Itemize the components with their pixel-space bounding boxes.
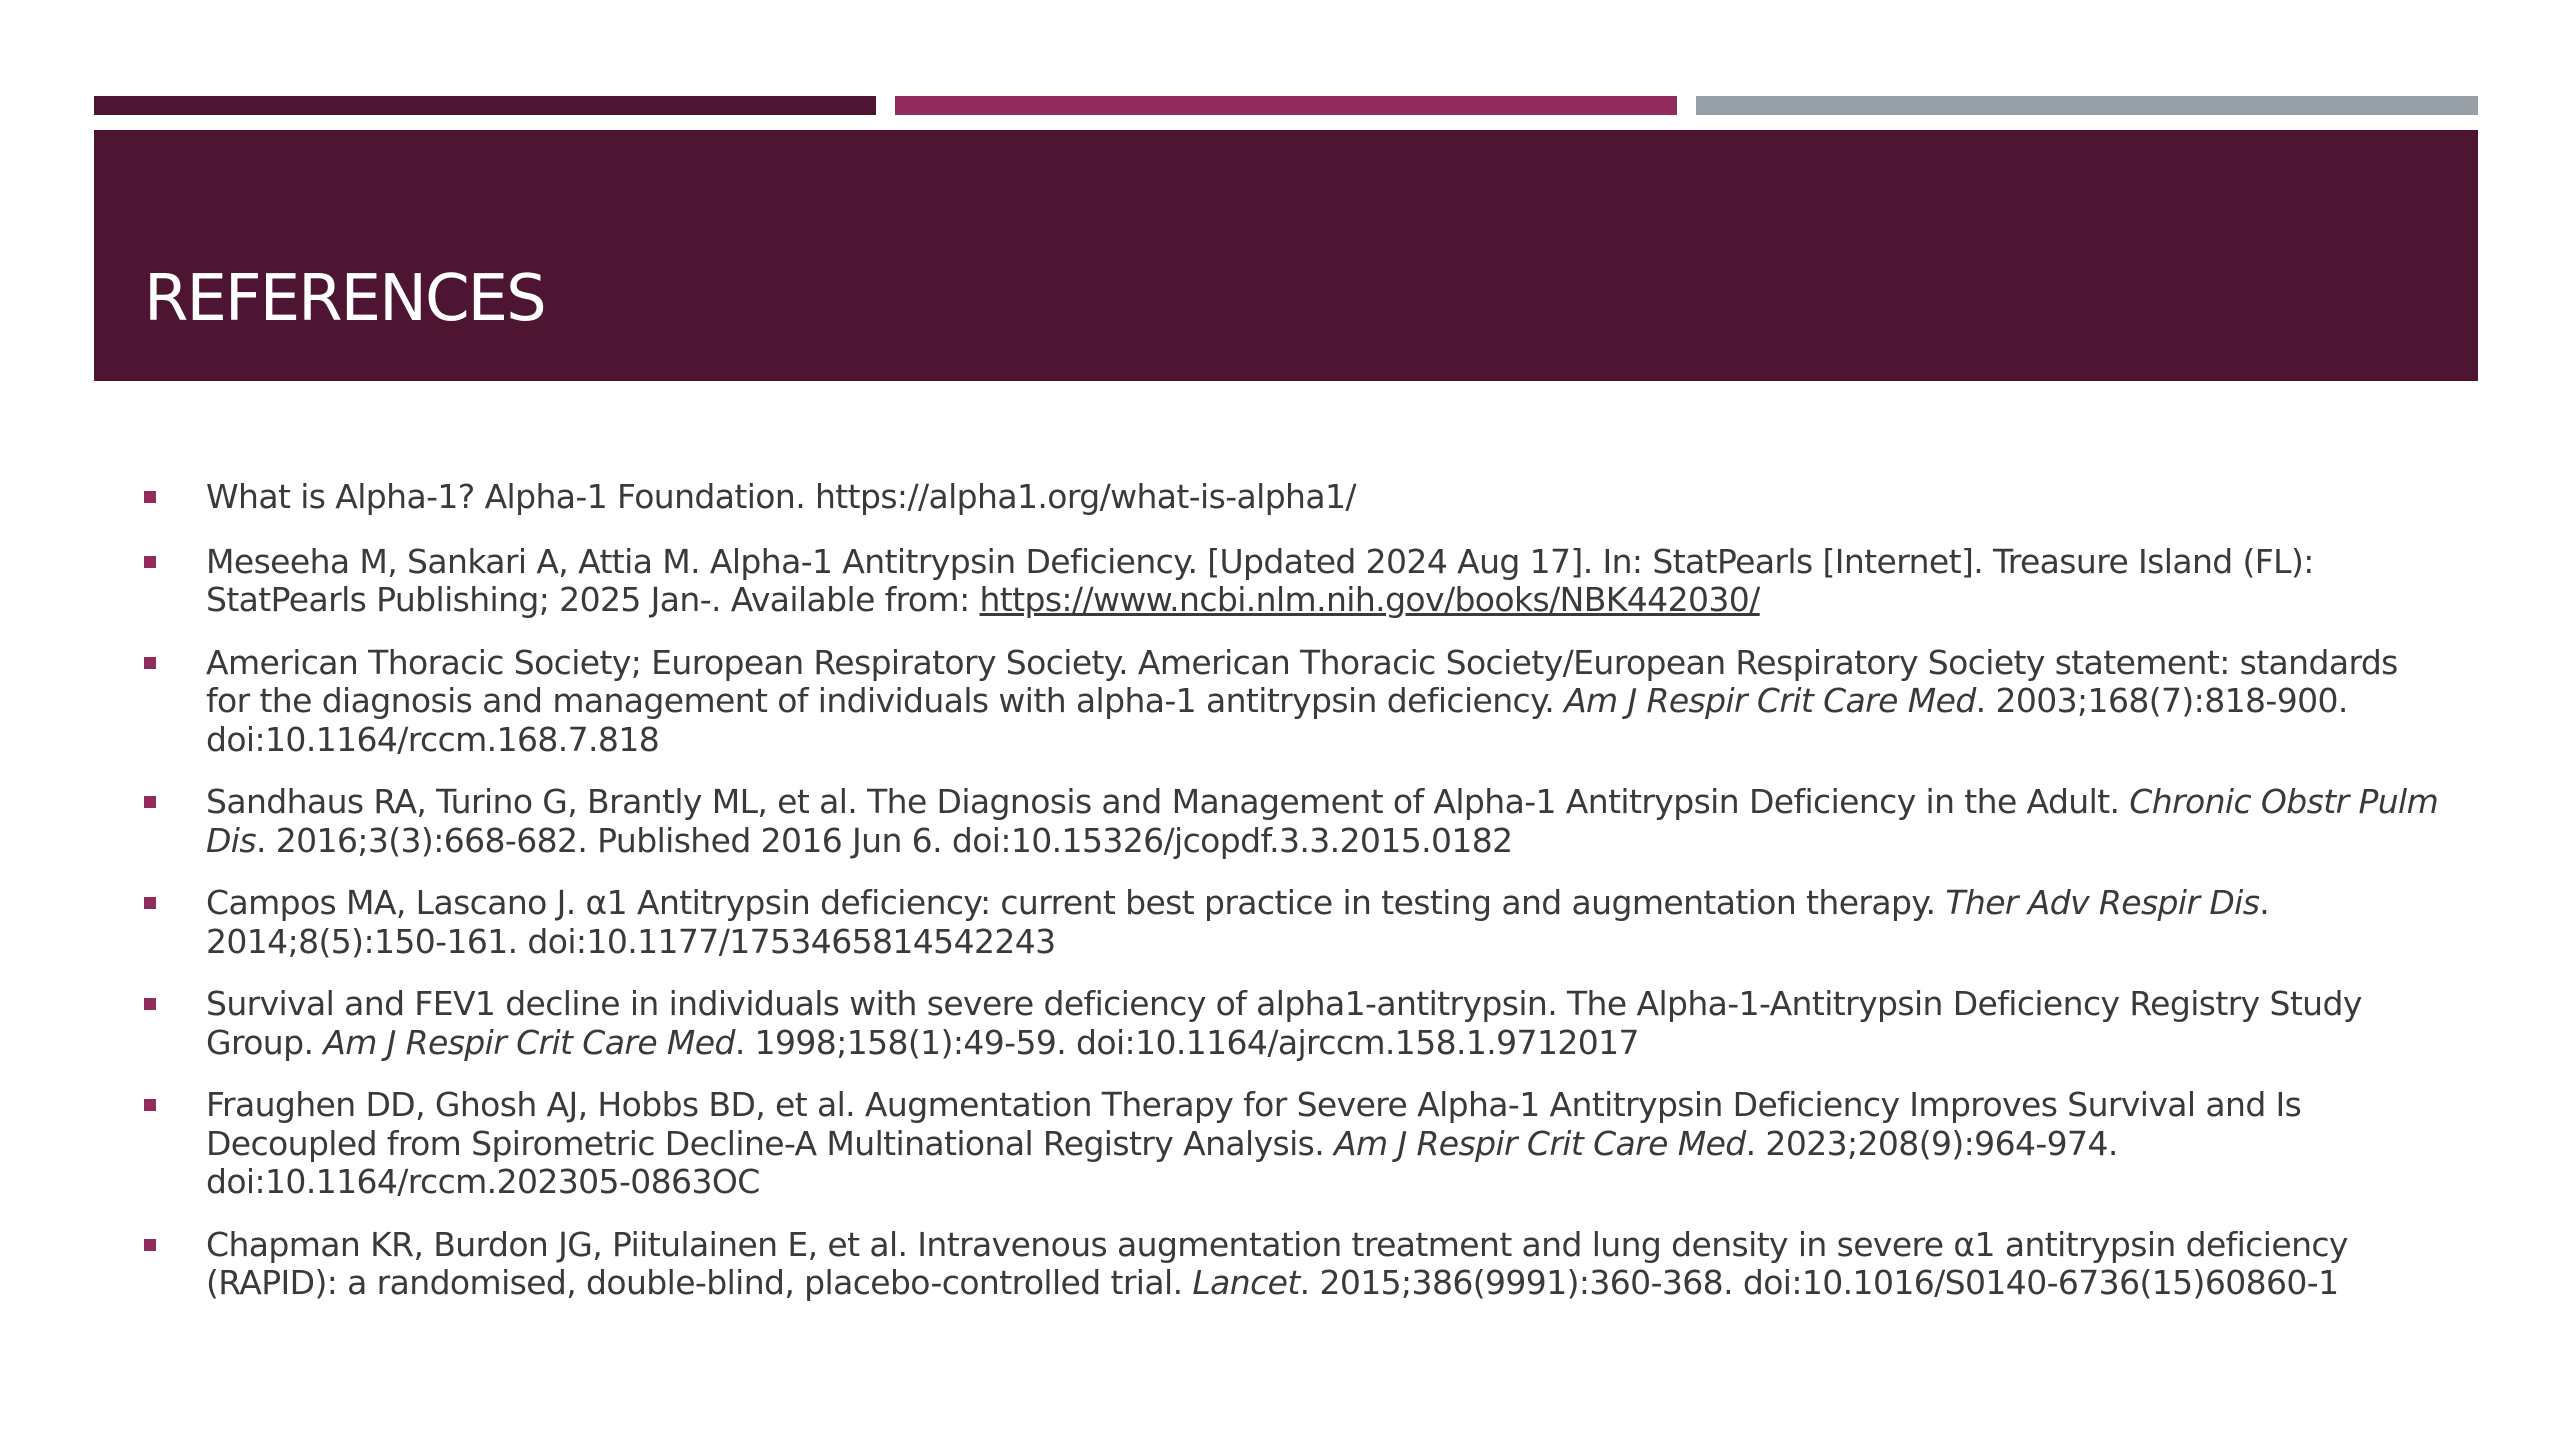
title-band [94, 130, 2478, 381]
reference-item [144, 1086, 2444, 1202]
reference-text [206, 1085, 2301, 1201]
reference-list [144, 478, 2444, 1327]
reference-text-segment: Meseeha M, Sankari A, Attia M. Alpha-1 Antitrypsin Deficiency. [Updated 2024 Aug 17]. In: StatPearls [Internet]. Treasure Island (FL): StatPearls Publishing; 2025 Jan-. Available from: [206, 541, 2314, 619]
reference-item [144, 644, 2444, 760]
journal-name: Lancet [1192, 1263, 1300, 1302]
page-title: REFERENCES [144, 262, 545, 336]
reference-text-segment: Chapman KR, Burdon JG, Piitulainen E, et al. Intravenous augmentation treatment and lung density in severe α1 antitrypsin deficiency (RAPID): a randomised, double-blind, placebo-controlled trial. [206, 1224, 2348, 1302]
reference-text-segment: . 1998;158(1):49-59. doi:10.1164/ajrccm.158.1.9712017 [734, 1022, 1639, 1062]
square-bullet-icon [144, 657, 156, 669]
reference-text-segment: . 2015;386(9991):360-368. doi:10.1016/S0140-6736(15)60860-1 [1299, 1263, 2339, 1302]
reference-item [144, 783, 2444, 860]
square-bullet-icon [144, 998, 156, 1010]
reference-text [206, 782, 2438, 860]
reference-text-segment: . 2003;168(7):818-900. doi:10.1164/rccm.168.7.818 [206, 681, 2348, 759]
reference-text-segment: Sandhaus RA, Turino G, Brantly ML, et al. The Diagnosis and Management of Alpha-1 Antitrypsin Deficiency in the Adult. [206, 782, 2130, 821]
journal-name: Ther Adv Respir Dis [1945, 883, 2260, 922]
square-bullet-icon [144, 556, 156, 568]
reference-item [144, 1226, 2444, 1303]
journal-name: Am J Respir Crit Care Med [323, 1022, 735, 1062]
journal-name: Am J Respir Crit Care Med [1334, 1123, 1746, 1163]
square-bullet-icon [144, 491, 156, 503]
reference-text [206, 477, 1356, 516]
square-bullet-icon [144, 796, 156, 808]
accent-bar-gray [1696, 96, 2478, 115]
reference-text-segment: Campos MA, Lascano J. α1 Antitrypsin deficiency: current best practice in testing and augmentation therapy. [206, 883, 1946, 922]
reference-text-segment: . 2014;8(5):150-161. doi:10.1177/1753465814542243 [206, 883, 2270, 961]
reference-text [206, 883, 2269, 961]
reference-text-segment: What is Alpha-1? Alpha-1 Foundation. https://alpha1.org/what-is-alpha1/ [206, 477, 1356, 516]
reference-item [144, 884, 2444, 961]
square-bullet-icon [144, 1099, 156, 1111]
reference-text-segment: . 2023;208(9):964-974. doi:10.1164/rccm.202305-0863OC [206, 1123, 2118, 1201]
reference-text-segment: Survival and FEV1 decline in individuals with severe deficiency of alpha1-antitrypsin. The Alpha-1-Antitrypsin Deficiency Registry Study Group. [206, 984, 2362, 1062]
reference-text [206, 643, 2398, 759]
accent-bar-magenta [895, 96, 1677, 115]
reference-text-segment: . 2016;3(3):668-682. Published 2016 Jun 6. doi:10.15326/jcopdf.3.3.2015.0182 [255, 820, 1513, 860]
reference-item [144, 478, 2444, 517]
reference-text [206, 984, 2362, 1062]
reference-link[interactable]: https://www.ncbi.nlm.nih.gov/books/NBK442030/ [979, 580, 1760, 619]
reference-text-segment: Fraughen DD, Ghosh AJ, Hobbs BD, et al. Augmentation Therapy for Severe Alpha-1 Antitrypsin Deficiency Improves Survival and Is Decoupled from Spirometric Decline-A Multinational Registry Analysis. [206, 1085, 2302, 1163]
reference-item [144, 543, 2444, 620]
reference-text-segment: American Thoracic Society; European Respiratory Society. American Thoracic Society/European Respiratory Society statement: standards for the diagnosis and management of individuals with alpha-1 antitrypsin deficiency. [206, 642, 2398, 720]
square-bullet-icon [144, 897, 156, 909]
accent-bar-dark [94, 96, 876, 115]
journal-name: Chronic Obstr Pulm Dis [206, 782, 2439, 860]
journal-name: Am J Respir Crit Care Med [1564, 681, 1976, 720]
reference-text [206, 542, 2314, 620]
square-bullet-icon [144, 1239, 156, 1251]
reference-text [206, 1225, 2348, 1303]
reference-item [144, 985, 2444, 1062]
